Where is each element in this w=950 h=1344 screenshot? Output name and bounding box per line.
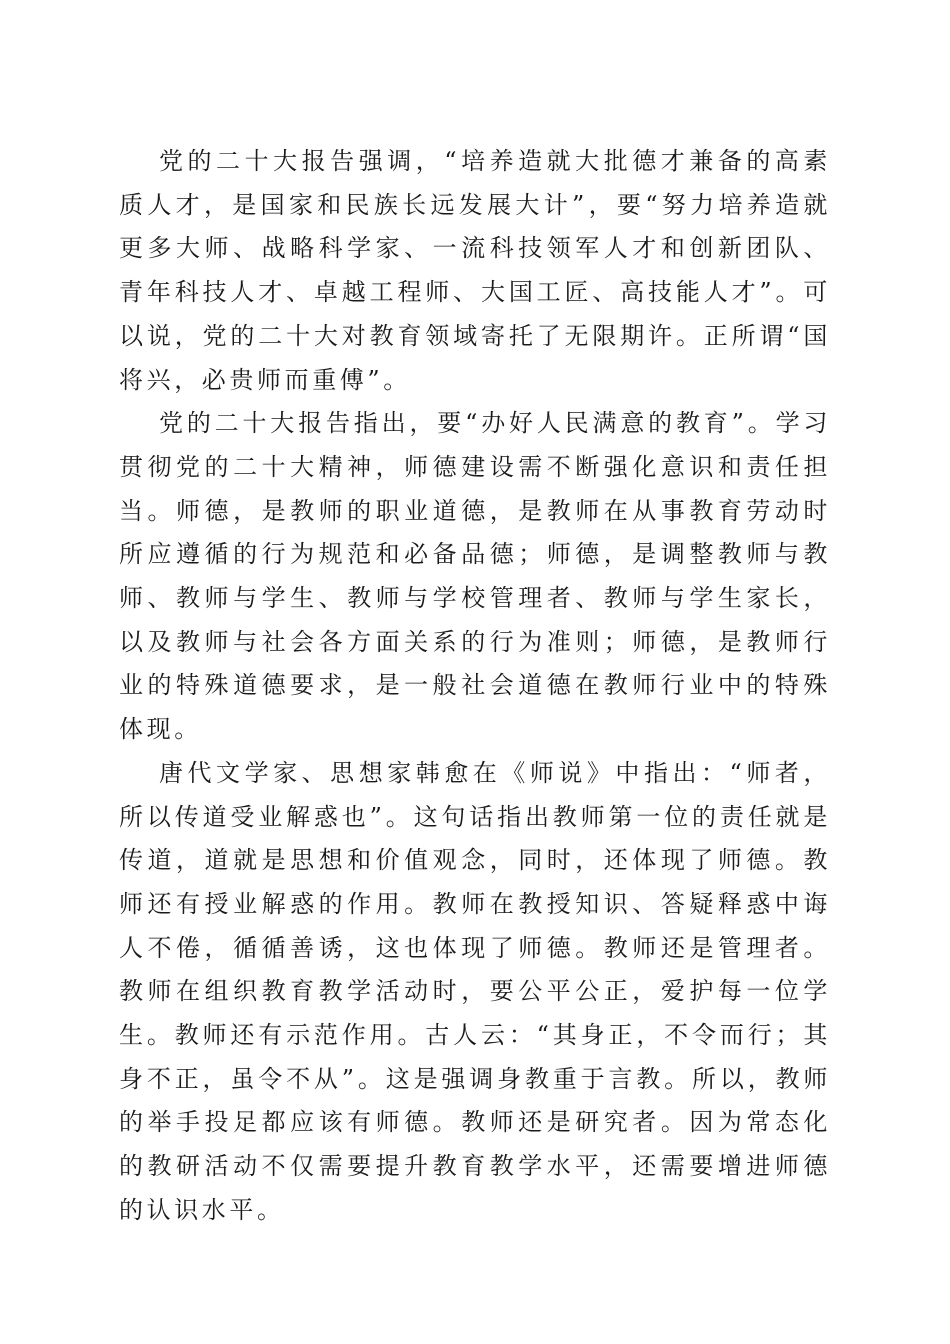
document-body [119,140,831,1233]
paragraph-2: 党的二十大报告指出，要“办好人民满意的教育”。学习贯彻党的二十大精神，师德建设需不断强化意识和责任担当。师德，是教师的职业道德，是教师在从事教育劳动时所应遵循的行为规范和必备品德；师德，是调整教师与教师、教师与学生、教师与学校管理者、教师与学生家长，以及教师与社会各方面关系的行为准则；师德，是教师行业的特殊道德要求，是一般社会道德在教师行业中的特殊体现。 [119,409,831,744]
paragraph-3: 唐代文学家、思想家韩愈在《师说》中指出：“师者，所以传道受业解惑也”。这句话指出教师第一位的责任就是传道，道就是思想和价值观念，同时，还体现了师德。教师还有授业解惑的作用。教师在教授知识、答疑释惑中诲人不倦，循循善诱，这也体现了师德。教师还是管理者。教师在组织教育教学活动时，要公平公正，爱护每一位学生。教师还有示范作用。古人云：“其身正，不令而行；其身不正，虽令不从”。这是强调身教重于言教。所以，教师的举手投足都应该有师德。教师还是研究者。因为常态化的教研活动不仅需要提升教育教学水平，还需要增进师德的认识水平。 [119,758,831,1224]
paragraph-1: 党的二十大报告强调，“培养造就大批德才兼备的高素质人才，是国家和民族长远发展大计”，要“努力培养造就更多大师、战略科学家、一流科技领军人才和创新团队、青年科技人才、卓越工程师、大国工匠、高技能人才”。可以说，党的二十大对教育领域寄托了无限期许。正所谓“国将兴，必贵师而重傅”。 [119,147,831,394]
